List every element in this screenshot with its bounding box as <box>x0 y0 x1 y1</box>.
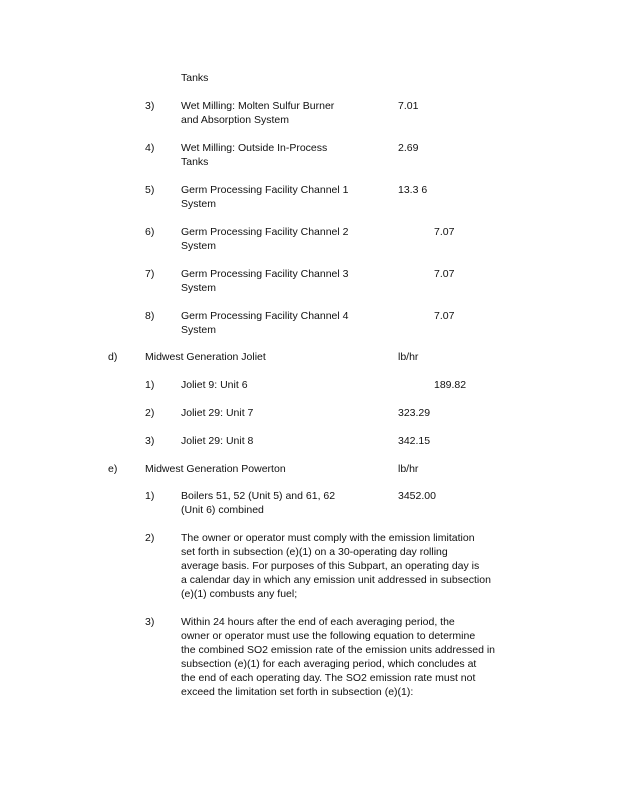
paragraph-line: set forth in subsection (e)(1) on a 30-operating day rolling <box>181 546 448 558</box>
section-e-letter: e) <box>108 463 118 475</box>
item-label-line1: Germ Processing Facility Channel 1 <box>181 184 349 196</box>
item-value: 7.07 <box>434 226 455 238</box>
paragraph-line: exceed the limitation set forth in subsection (e)(1): <box>181 686 414 698</box>
item-label: Joliet 29: Unit 7 <box>181 407 254 419</box>
item-label: Joliet 29: Unit 8 <box>181 435 254 447</box>
paragraph-line: Within 24 hours after the end of each averaging period, the <box>181 616 455 628</box>
item-e2-number: 2) <box>145 532 155 544</box>
item-value: 2.69 <box>398 142 419 154</box>
item-number: 1) <box>145 379 155 391</box>
section-e-unit: lb/hr <box>398 463 419 475</box>
item-value: 7.07 <box>434 310 455 322</box>
item-value: 7.07 <box>434 268 455 280</box>
item-label-line2: System <box>181 324 217 336</box>
item-value: 7.01 <box>398 100 419 112</box>
item-label-line2: System <box>181 282 217 294</box>
item-number: 4) <box>145 142 155 154</box>
paragraph-line: a calendar day in which any emission unit addressed in subsection <box>181 574 491 586</box>
paragraph-line: (e)(1) combusts any fuel; <box>181 588 298 600</box>
item-label-line2: System <box>181 240 217 252</box>
item-number: 2) <box>145 407 155 419</box>
item-label-line1: Germ Processing Facility Channel 2 <box>181 226 349 238</box>
item-label-line1: Wet Milling: Outside In-Process <box>181 142 328 154</box>
item-e1-line2: (Unit 6) combined <box>181 504 264 516</box>
item-e1-number: 1) <box>145 490 155 502</box>
item-e1-line1: Boilers 51, 52 (Unit 5) and 61, 62 <box>181 490 336 502</box>
item-label: Joliet 9: Unit 6 <box>181 379 248 391</box>
item-number: 3) <box>145 435 155 447</box>
item-number: 6) <box>145 226 155 238</box>
top-line: Tanks <box>181 72 209 84</box>
item-label-line2: Tanks <box>181 156 209 168</box>
item-e1-value: 3452.00 <box>398 490 436 502</box>
paragraph-line: subsection (e)(1) for each averaging period, which concludes at <box>181 658 477 670</box>
paragraph-line: The owner or operator must comply with the emission limitation <box>181 532 475 544</box>
paragraph-line: the end of each operating day. The SO2 emission rate must not <box>181 672 476 684</box>
item-label-line1: Germ Processing Facility Channel 4 <box>181 310 349 322</box>
item-value: 342.15 <box>398 435 431 447</box>
item-e3-number: 3) <box>145 616 155 628</box>
item-label-line2: System <box>181 198 217 210</box>
item-value: 323.29 <box>398 407 431 419</box>
item-number: 3) <box>145 100 155 112</box>
section-d-letter: d) <box>108 351 118 363</box>
paragraph-line: owner or operator must use the following equation to determine <box>181 630 476 642</box>
item-number: 8) <box>145 310 155 322</box>
paragraph-line: the combined SO2 emission rate of the emission units addressed in <box>181 644 496 656</box>
paragraph-line: average basis. For purposes of this Subpart, an operating day is <box>181 560 480 572</box>
item-number: 7) <box>145 268 155 280</box>
section-d-unit: lb/hr <box>398 351 419 363</box>
item-value: 13.3 6 <box>398 184 428 196</box>
section-d-title: Midwest Generation Joliet <box>145 351 266 363</box>
section-e-title: Midwest Generation Powerton <box>145 463 286 475</box>
item-label-line2: and Absorption System <box>181 114 289 126</box>
item-number: 5) <box>145 184 155 196</box>
item-label-line1: Wet Milling: Molten Sulfur Burner <box>181 100 335 112</box>
item-label-line1: Germ Processing Facility Channel 3 <box>181 268 349 280</box>
item-value: 189.82 <box>434 379 467 391</box>
